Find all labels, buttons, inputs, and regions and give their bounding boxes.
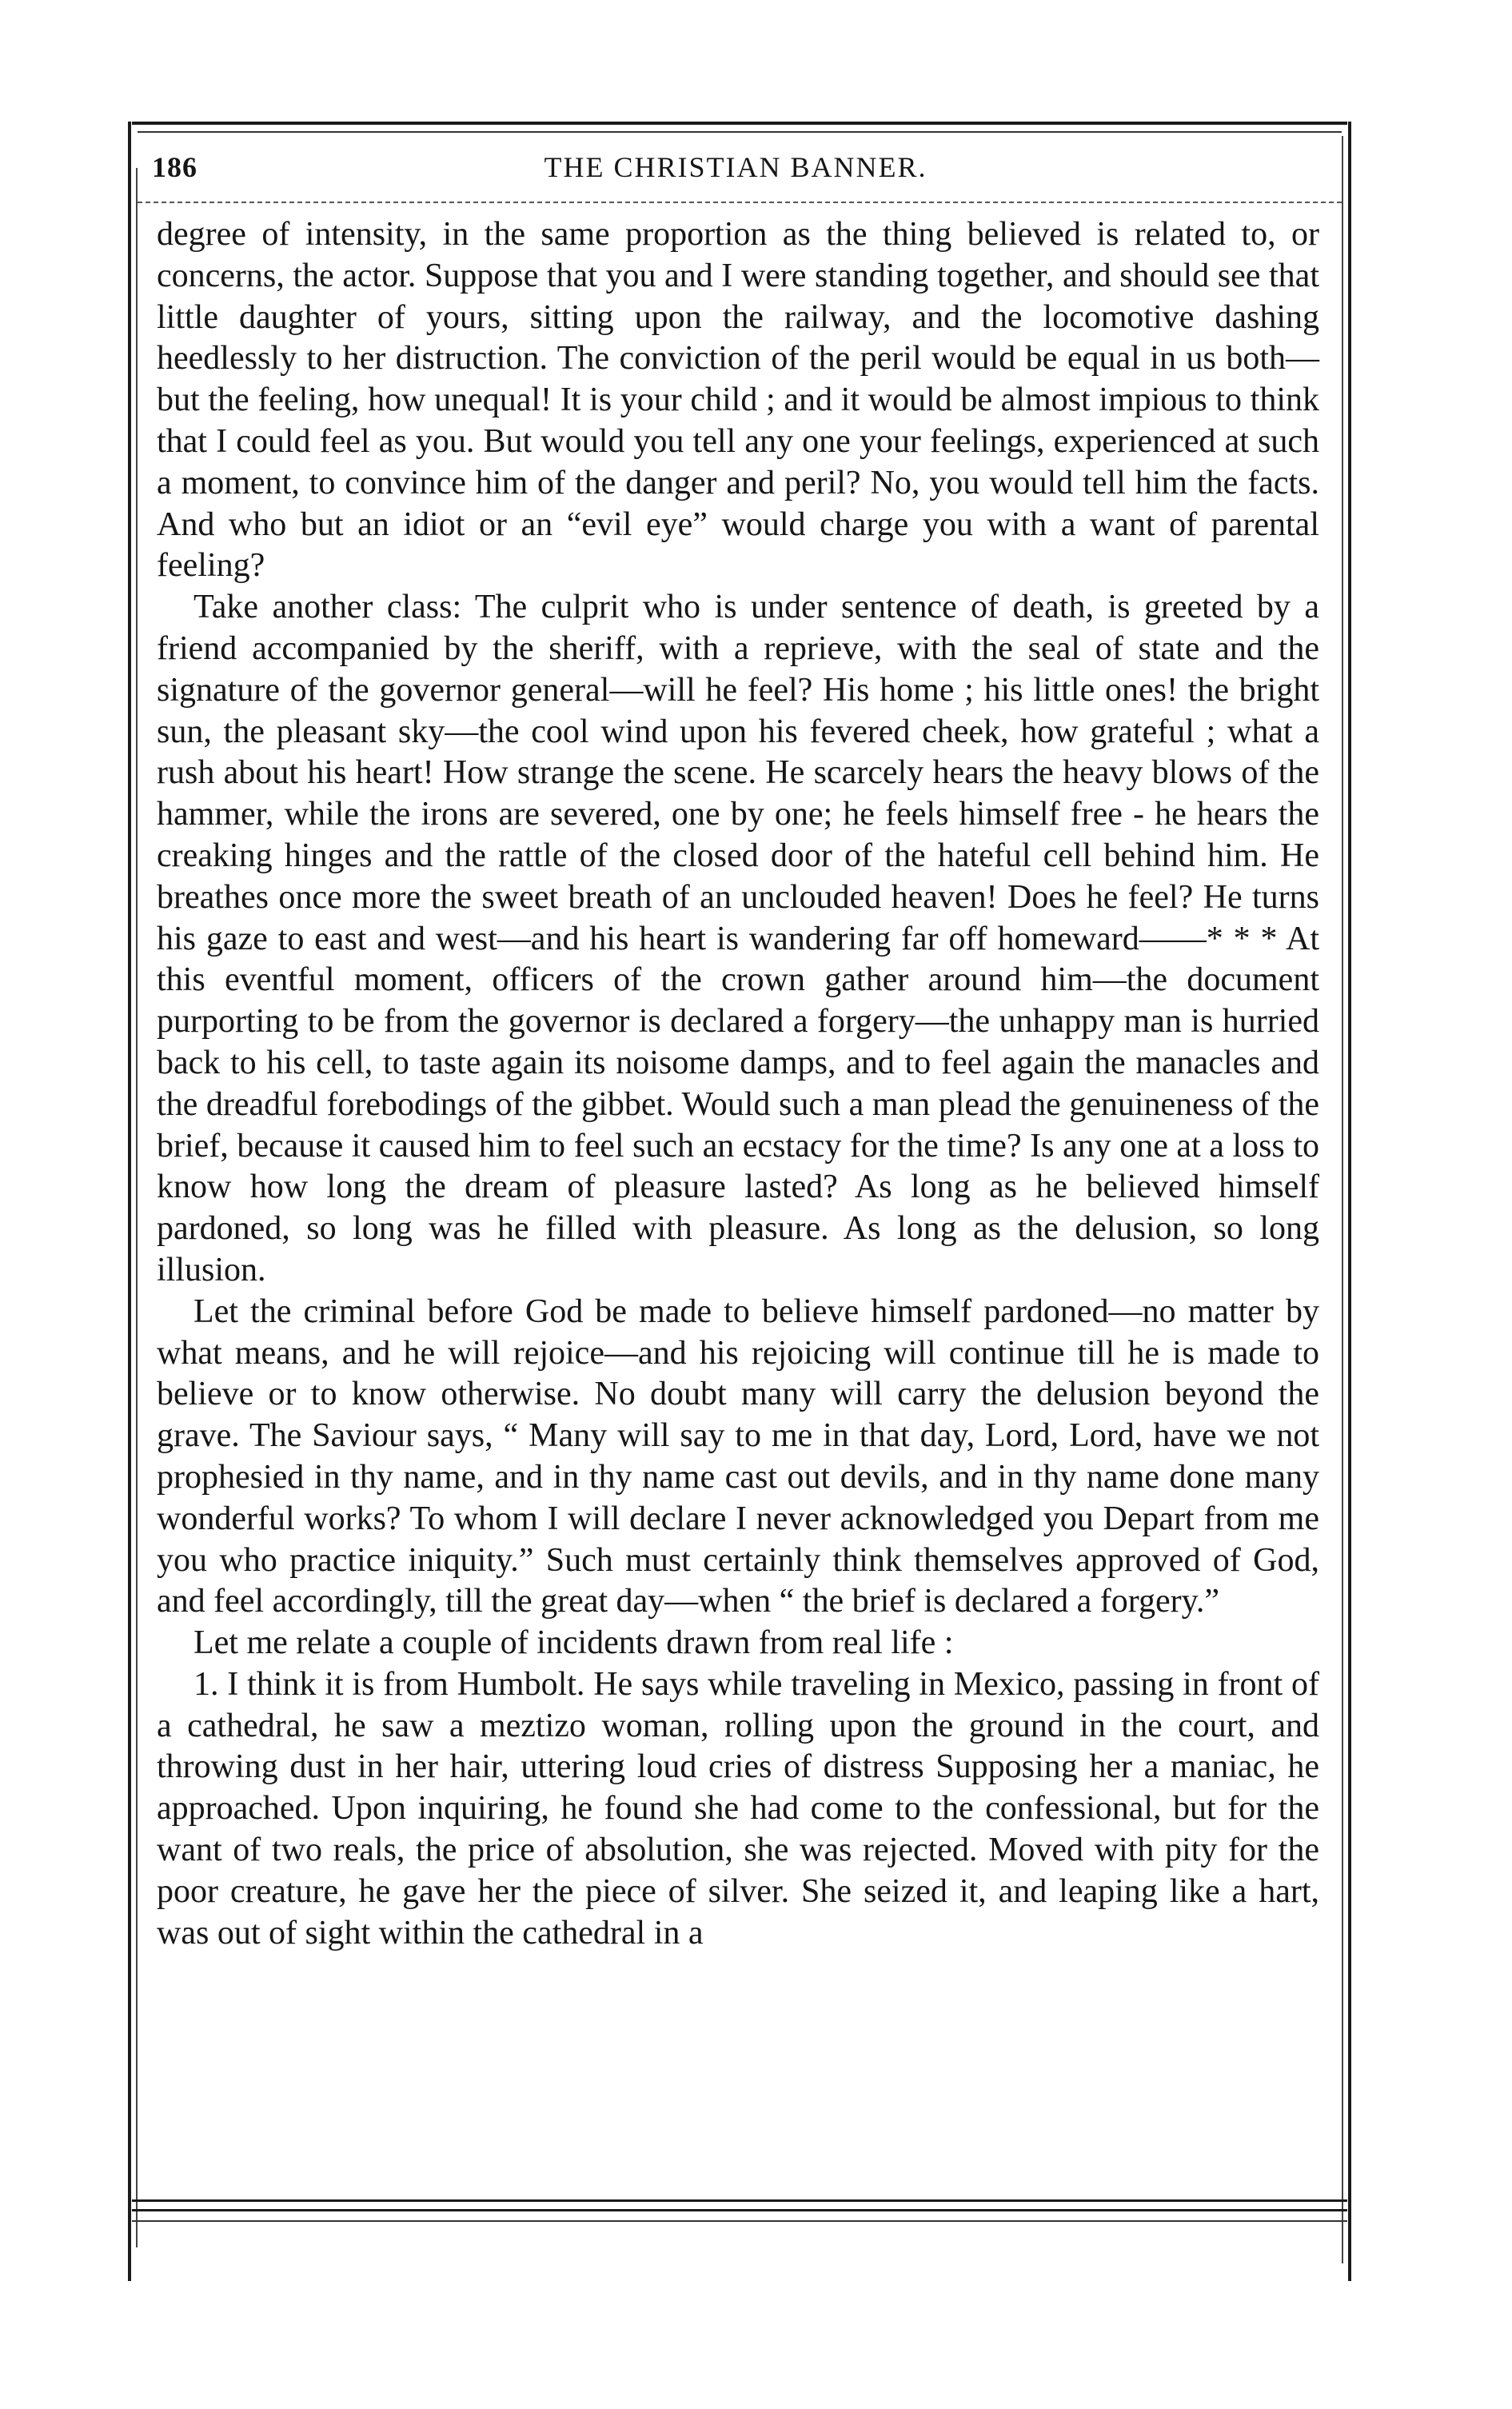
- bottom-rule: [132, 2199, 1347, 2202]
- article-body: [157, 214, 1319, 1954]
- left-inner-border: [136, 168, 138, 2247]
- bottom-rule-thin: [132, 2220, 1347, 2222]
- paragraph-criminal: Let the criminal before God be made to believe himself pardoned—no matter by what means, and he will rejoice—and his rejoicing will continue till he is made to believe or to know otherwise. No doubt many will carry the delusion beyond the grave. The Saviour says, “ Many will say to me in that day, Lord, Lord, have we not prophesied in thy name, and in thy name cast out devils, and in thy name done many wonderful works? To whom I will declare I never acknowledged you Depart from me you who practice iniquity.” Such must certainly think themselves approved of God, and feel accordingly, till the great day—when “ the brief is declared a forgery.”: [157, 1292, 1319, 1620]
- paragraph-continuation: degree of intensity, in the same proportion as the thing believed is related to, or concerns, the actor. Suppose that you and I were standing together, and should see that little daughter of yours, sitting upon the railway, and the locomotive dashing heedlessly to her distruction. The conviction of the peril would be equal in us both—but the feeling, how unequal! It is your child ; and it would be almost impious to think that I could feel as you. But would you tell any one your feelings, experienced at such a moment, to convince him of the danger and peril? No, you would tell him the facts. And who but an idiot or an “evil eye” would charge you with a want of parental feeling?: [157, 216, 1319, 585]
- paragraph-incidents-intro: Let me relate a couple of incidents drawn from real life :: [193, 1624, 954, 1662]
- page-number: 186: [152, 151, 197, 183]
- header-rule: [138, 202, 1342, 203]
- page-header: [152, 150, 1319, 198]
- paragraph-incident-one: 1. I think it is from Humbolt. He says while traveling in Mexico, passing in front of a cathedral, he saw a meztizo woman, rolling upon the ground in the court, and throwing dust in her hair, uttering loud cries of distress Supposing her a maniac, he approached. Upon inquiring, he found she had come to the confessional, but for the want of two reals, the price of absolution, she was rejected. Moved with pity for the poor creature, he gave her the piece of silver. She seized it, and leaping like a hart, was out of sight within the cathedral in a: [157, 1665, 1319, 1952]
- bottom-rule-double: [132, 2209, 1347, 2211]
- running-title: THE CHRISTIAN BANNER.: [544, 151, 928, 183]
- paragraph-culprit: Take another class: The culprit who is under sentence of death, is greeted by a friend accompanied by the sheriff, with a reprieve, with the seal of state and the signature of the governor general—will he feel? His home ; his little ones! the bright sun, the pleasant sky—the cool wind upon his fevered cheek, how grateful ; what a rush about his heart! How strange the scene. He scarcely hears the heavy blows of the hammer, while the irons are severed, one by one; he feels himself free - he hears the creaking hinges and the rattle of the closed door of the hateful cell behind him. He breathes once more the sweet breath of an unclouded heaven! Does he feel? He turns his gaze to east and west—and his heart is wandering far off homeward——* * * At this eventful moment, officers of the crown gather around him—the document purporting to be from the governor is declared a forgery—the unhappy man is hurried back to his cell, to taste again its noisome damps, and to feel again the manacles and the dreadful forebodings of the gibbet. Would such a man plead the genuineness of the brief, because it caused him to feel such an ecstacy for the time? Is any one at a loss to know how long the dream of pleasure lasted? As long as he believed himself pardoned, so long was he filled with pleasure. As long as the delusion, so long illusion.: [157, 589, 1319, 1288]
- right-inner-border: [1342, 136, 1343, 2263]
